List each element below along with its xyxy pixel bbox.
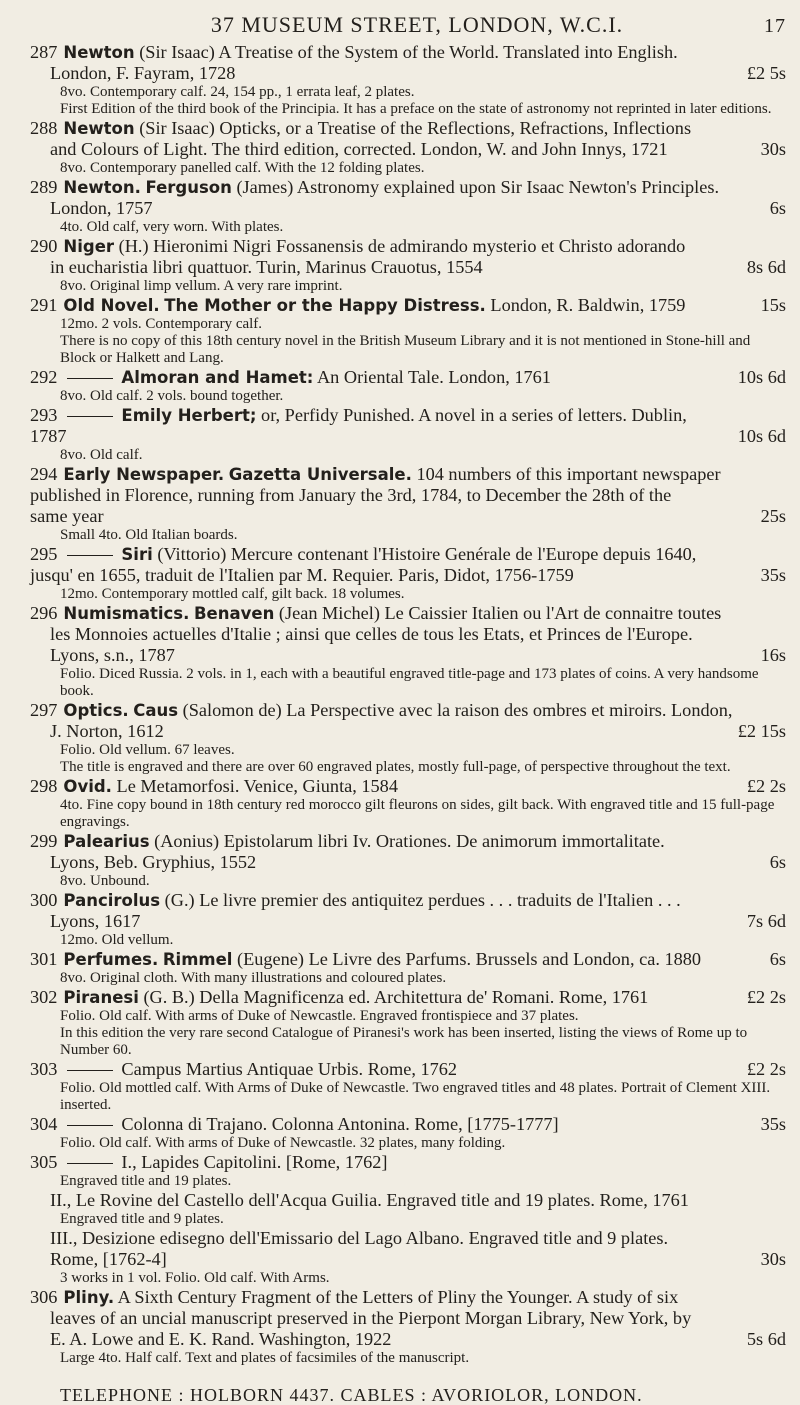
lot-imprint: London, 1757	[50, 198, 153, 218]
page-number: 17	[764, 15, 786, 37]
lot-price: 5s 6d	[746, 1329, 786, 1349]
lot-subheading: Rimmel	[162, 950, 233, 969]
lot-title: (Sir Isaac) Opticks, or a Treatise of the Reflections, Refractions, Inflections	[139, 118, 692, 138]
lot-price: 35s	[760, 1114, 786, 1134]
lot-289	[30, 177, 786, 236]
lot-price: 6s	[769, 852, 786, 872]
lot-imprint: E. A. Lowe and E. K. Rand. Washington, 1922	[50, 1329, 392, 1349]
lot-295	[30, 544, 786, 603]
lot-heading: Pliny.	[63, 1288, 115, 1307]
lot-description: Folio. Old mottled calf. With Arms of Duke of Newcastle. Two engraved titles and 48 plates. Portrait of Clement XIII. inserted.	[60, 1080, 771, 1113]
lot-note: First Edition of the third book of the Principia. It has a preface on the state of astronomy not reprinted in later editions.	[60, 101, 772, 117]
lot-subheading: Gazetta Universale.	[228, 465, 412, 484]
lot-imprint: in eucharistia libri quattuor. Turin, Marinus Crauotus, 1554	[50, 257, 483, 277]
lot-price: £2 2s	[746, 1059, 786, 1079]
lot-description: 8vo. Old calf.	[60, 447, 143, 463]
lot-price: 25s	[760, 506, 786, 526]
lot-description: Small 4to. Old Italian boards.	[60, 527, 238, 543]
lot-text-cont: les Monnoies actuelles d'Italie ; ainsi que celles de tous les Etats, et Princes de l'Europe.	[50, 624, 693, 644]
lot-title: (Vittorio) Mercure contenant l'Histoire Genérale de l'Europe depuis 1640,	[157, 544, 697, 564]
lot-302	[30, 987, 786, 1059]
lot-number: 305	[30, 1152, 58, 1172]
lot-heading: Siri	[121, 545, 153, 564]
lot-description: Folio. Old vellum. 67 leaves.	[60, 742, 235, 758]
lot-300	[30, 890, 786, 949]
lot-description: Folio. Old calf. With arms of Duke of Newcastle. 32 plates, many folding.	[60, 1135, 506, 1151]
lot-price: 6s	[769, 198, 786, 218]
lot-price: 6s	[769, 949, 786, 969]
lot-number: 297	[30, 700, 58, 720]
ditto-dash	[67, 1125, 113, 1126]
lot-title: London, R. Baldwin, 1759	[490, 295, 686, 315]
lot-heading: Emily Herbert;	[121, 406, 257, 425]
lot-number: 292	[30, 367, 58, 387]
lot-title: or, Perfidy Punished. A novel in a series of letters. Dublin,	[261, 405, 687, 425]
lot-299	[30, 831, 786, 890]
lot-number: 304	[30, 1114, 58, 1134]
lot-heading: Old Novel.	[63, 296, 160, 315]
lot-title: (James) Astronomy explained upon Sir Isaac Newton's Principles.	[236, 177, 720, 197]
lot-title: (G.) Le livre premier des antiquitez perdues . . . traduits de l'Italien . . .	[164, 890, 681, 910]
lot-description: Engraved title and 19 plates.	[60, 1173, 232, 1189]
lot-imprint: 1787	[30, 426, 67, 446]
lot-287	[30, 42, 786, 118]
lot-description: 4to. Old calf, very worn. With plates.	[60, 219, 284, 235]
lot-number: 301	[30, 949, 58, 969]
lot-description: 4to. Fine copy bound in 18th century red morocco gilt fleurons on sides, gilt back. With engraved title and 15 full-page engravings.	[60, 797, 775, 830]
lot-description: 8vo. Original limp vellum. A very rare imprint.	[60, 278, 343, 294]
lot-301	[30, 949, 786, 987]
lot-number: 289	[30, 177, 58, 197]
lot-292	[30, 367, 786, 405]
lot-imprint: and Colours of Light. The third edition, corrected. London, W. and John Innys, 1721	[50, 139, 668, 159]
lot-heading: Newton	[63, 119, 135, 138]
lot-imprint: jusqu' en 1655, traduit de l'Italien par M. Requier. Paris, Didot, 1756-1759	[30, 565, 574, 585]
lot-note: In this edition the very rare second Catalogue of Piranesi's work has been inserted, listing the views of Rome up to Number 60.	[60, 1025, 748, 1058]
lot-294	[30, 464, 786, 544]
lot-number: 306	[30, 1287, 58, 1307]
lot-description: 12mo. 2 vols. Contemporary calf.	[60, 316, 263, 332]
lot-price: 7s 6d	[746, 911, 786, 931]
ditto-dash	[67, 555, 113, 556]
lot-title: Le Metamorfosi. Venice, Giunta, 1584	[116, 776, 398, 796]
lot-title: An Oriental Tale. London, 1761	[316, 367, 551, 387]
lot-heading: Almoran and Hamet:	[121, 368, 314, 387]
lot-heading: Early Newspaper.	[63, 465, 225, 484]
lot-number: 291	[30, 295, 58, 315]
lot-number: 303	[30, 1059, 58, 1079]
lot-price: 30s	[760, 1249, 786, 1269]
lot-number: 294	[30, 464, 58, 484]
lot-title: (G. B.) Della Magnificenza ed. Architettura de' Romani. Rome, 1761	[143, 987, 649, 1007]
lot-title: (Sir Isaac) A Treatise of the System of the World. Translated into English.	[139, 42, 678, 62]
lot-description-2: 3 works in 1 vol. Folio. Old calf. With Arms.	[60, 1270, 330, 1286]
lot-imprint: Rome, [1762-4]	[50, 1249, 167, 1269]
lot-price: 10s 6d	[737, 367, 786, 387]
lot-imprint: Lyons, Beb. Gryphius, 1552	[50, 852, 257, 872]
lot-price: 16s	[760, 645, 786, 665]
lot-description: Folio. Old calf. With arms of Duke of Newcastle. Engraved frontispiece and 37 plates.	[60, 1008, 579, 1024]
lot-text-cont: published in Florence, running from January the 3rd, 1784, to December the 28th of the	[30, 485, 672, 505]
publisher-address: 37 MUSEUM STREET, LONDON, W.C.I.	[210, 12, 624, 37]
lot-290	[30, 236, 786, 295]
lot-imprint: same year	[30, 506, 104, 526]
lot-title: (Salomon de) La Perspective avec la raison des ombres et miroirs. London,	[182, 700, 733, 720]
lot-number: 299	[30, 831, 58, 851]
lot-price: £2 2s	[746, 776, 786, 796]
lot-title: (H.) Hieronimi Nigri Fossanensis de admirando mysterio et Christo adorando	[118, 236, 686, 256]
lot-number: 296	[30, 603, 58, 623]
lot-heading: Newton.	[63, 178, 141, 197]
lot-heading: Niger	[63, 237, 115, 256]
lot-description: Large 4to. Half calf. Text and plates of facsimiles of the manuscript.	[60, 1350, 470, 1366]
lot-part-2: II., Le Rovine del Castello dell'Acqua Guilia. Engraved title and 19 plates. Rome, 1761	[50, 1190, 689, 1210]
lot-note: The title is engraved and there are over 60 engraved plates, mostly full-page, of perspective throughout the text.	[60, 759, 731, 775]
lot-price: £2 2s	[746, 987, 786, 1007]
lot-description: 8vo. Old calf. 2 vols. bound together.	[60, 388, 284, 404]
lot-description: 8vo. Original cloth. With many illustrations and coloured plates.	[60, 970, 447, 986]
lot-title: (Aonius) Epistolarum libri Iv. Orationes. De animorum immortalitate.	[154, 831, 665, 851]
lot-title: 104 numbers of this important newspaper	[416, 464, 721, 484]
lot-price: £2 15s	[737, 721, 786, 741]
lot-heading: Piranesi	[63, 988, 139, 1007]
lot-price: 35s	[760, 565, 786, 585]
lot-number: 290	[30, 236, 58, 256]
lot-description: 8vo. Contemporary calf. 24, 154 pp., 1 errata leaf, 2 plates.	[60, 84, 415, 100]
lot-306	[30, 1287, 786, 1367]
ditto-dash	[67, 1070, 113, 1071]
lot-number: 293	[30, 405, 58, 425]
lot-title: Campus Martius Antiquae Urbis. Rome, 1762	[121, 1059, 458, 1079]
lot-heading: Pancirolus	[63, 891, 161, 910]
lot-description: 12mo. Old vellum.	[60, 932, 174, 948]
lot-298	[30, 776, 786, 831]
page-footer: TELEPHONE : HOLBORN 4437. CABLES : AVORIOLOR, LONDON.	[60, 1385, 643, 1405]
lot-title: Colonna di Trajano. Colonna Antonina. Rome, [1775-1777]	[121, 1114, 559, 1134]
lot-heading: Optics.	[63, 701, 129, 720]
ditto-dash	[67, 1163, 113, 1164]
lot-imprint: J. Norton, 1612	[50, 721, 164, 741]
lot-part-2-note: Engraved title and 9 plates.	[60, 1211, 224, 1227]
lot-text-cont: leaves of an uncial manuscript preserved in the Pierpont Morgan Library, New York, by	[50, 1308, 692, 1328]
ditto-dash	[67, 378, 113, 379]
lot-title: (Eugene) Le Livre des Parfums. Brussels and London, ca. 1880	[237, 949, 702, 969]
lot-heading: Ovid.	[63, 777, 112, 796]
lot-number: 295	[30, 544, 58, 564]
ditto-dash	[67, 416, 113, 417]
lot-price: 15s	[760, 295, 786, 315]
page-header	[30, 12, 786, 38]
lot-number: 287	[30, 42, 58, 62]
lot-imprint: London, F. Fayram, 1728	[50, 63, 236, 83]
lot-heading: Numismatics.	[63, 604, 190, 623]
lot-part-3: III., Desizione edisegno dell'Emissario del Lago Albano. Engraved title and 9 plates.	[50, 1228, 669, 1248]
lot-288	[30, 118, 786, 177]
lot-heading: Palearius	[63, 832, 150, 851]
lot-296	[30, 603, 786, 700]
lot-number: 302	[30, 987, 58, 1007]
lot-title: I., Lapides Capitolini. [Rome, 1762]	[121, 1152, 388, 1172]
lot-303	[30, 1059, 786, 1114]
lot-title: (Jean Michel) Le Caissier Italien ou l'Art de connaitre toutes	[278, 603, 722, 623]
lot-subheading: Benaven	[193, 604, 275, 623]
lot-305	[30, 1152, 786, 1287]
lot-price: 30s	[760, 139, 786, 159]
lot-297	[30, 700, 786, 776]
lot-291	[30, 295, 786, 367]
lot-description: 12mo. Contemporary mottled calf, gilt back. 18 volumes.	[60, 586, 405, 602]
lot-description: 8vo. Unbound.	[60, 873, 150, 889]
lot-imprint: Lyons, 1617	[50, 911, 141, 931]
lot-number: 288	[30, 118, 58, 138]
lot-heading: Perfumes.	[63, 950, 159, 969]
lot-304	[30, 1114, 786, 1152]
lot-note: There is no copy of this 18th century novel in the British Museum Library and it is not mentioned in Stone-hill and Block or Halkett and Lang.	[60, 333, 751, 366]
lot-imprint: Lyons, s.n., 1787	[50, 645, 175, 665]
lot-price: 8s 6d	[746, 257, 786, 277]
lot-293	[30, 405, 786, 464]
lot-title: A Sixth Century Fragment of the Letters of Pliny the Younger. A study of six	[117, 1287, 679, 1307]
lot-number: 300	[30, 890, 58, 910]
lot-subheading: Caus	[133, 701, 179, 720]
lot-subheading: Ferguson	[145, 178, 232, 197]
lot-number: 298	[30, 776, 58, 796]
lot-subheading: The Mother or the Happy Distress.	[164, 296, 486, 315]
lot-price: £2 5s	[746, 63, 786, 83]
lot-heading: Newton	[63, 43, 135, 62]
lot-price: 10s 6d	[737, 426, 786, 446]
lot-description: Folio. Diced Russia. 2 vols. in 1, each with a beautiful engraved title-page and 173 plates of coins. A very handsome book.	[60, 666, 759, 699]
lot-description: 8vo. Contemporary panelled calf. With the 12 folding plates.	[60, 160, 425, 176]
